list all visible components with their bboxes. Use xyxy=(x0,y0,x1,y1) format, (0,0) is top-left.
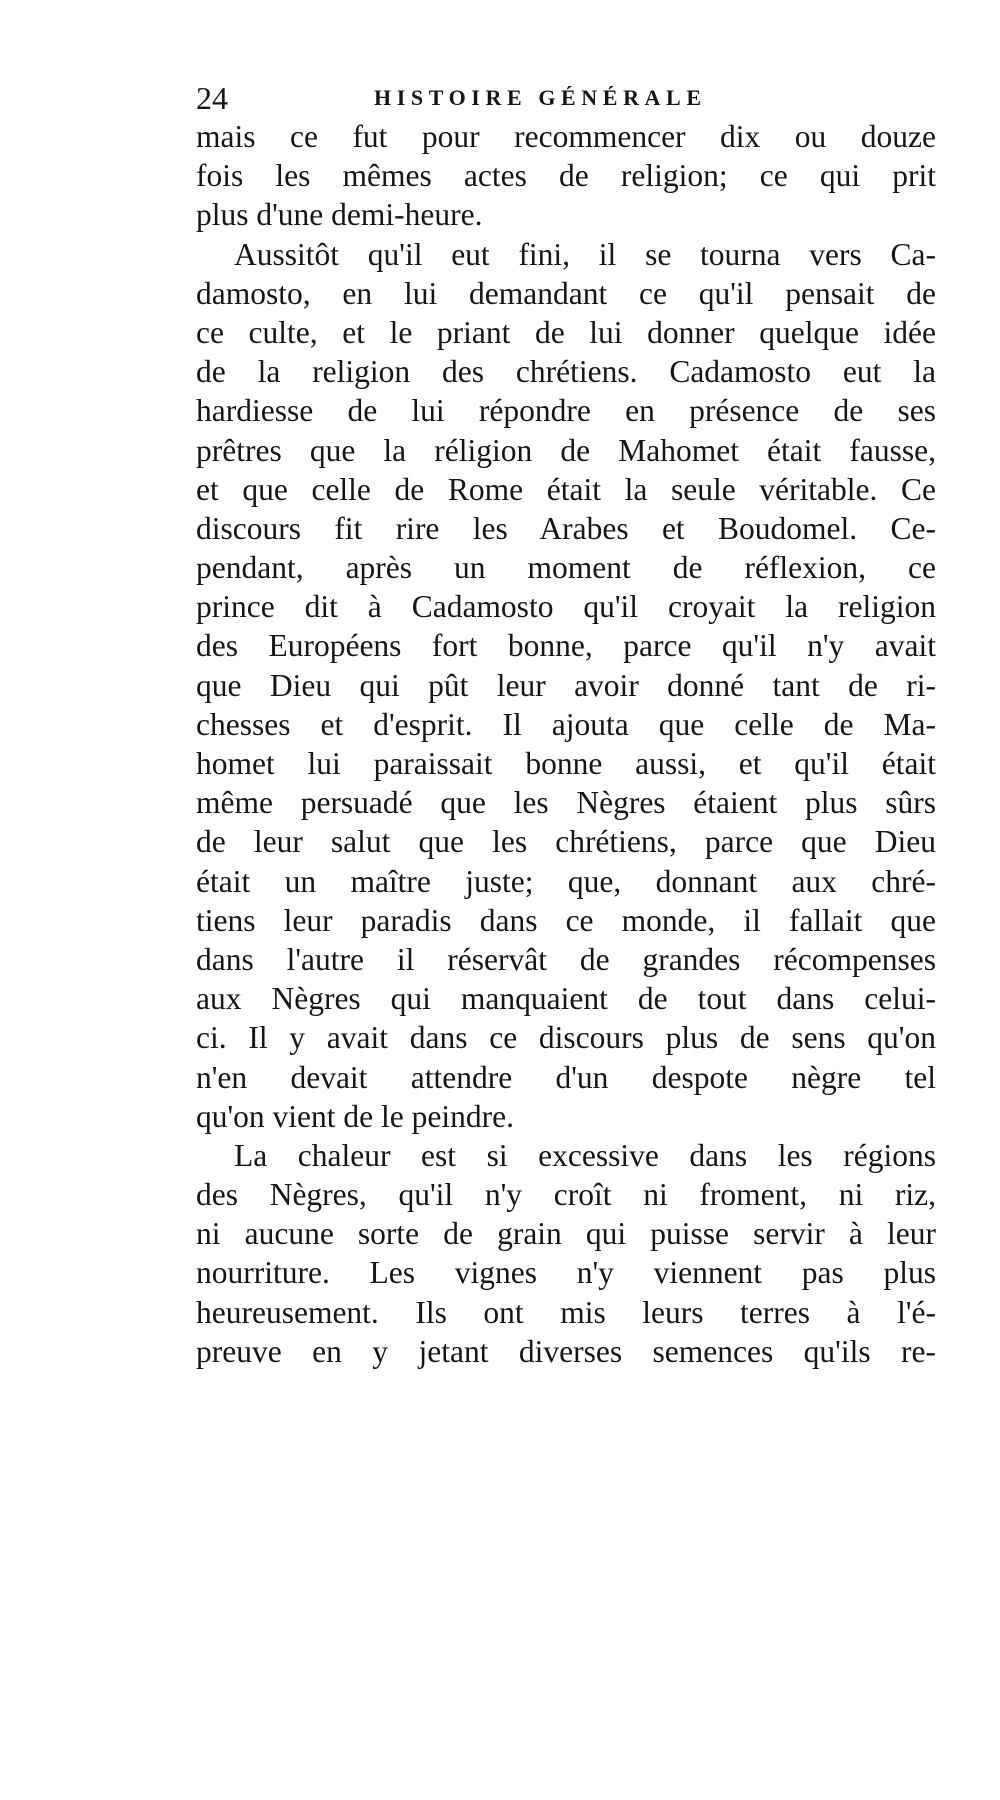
body-text xyxy=(196,117,936,1371)
text-line: qu'on vient de le peindre. xyxy=(196,1098,514,1134)
text-line: des Nègres, qu'il n'y croît ni froment, ni riz, xyxy=(196,1177,936,1213)
text-line: preuve en y jetant diverses semences qu'ils re- xyxy=(196,1333,936,1369)
text-line: que Dieu qui pût leur avoir donné tant de ri- xyxy=(196,667,936,703)
text-line: pendant, après un moment de réflexion, ce xyxy=(196,550,936,586)
text-line: était un maître juste; que, donnant aux chré- xyxy=(196,863,936,899)
running-head xyxy=(196,78,916,118)
text-line: prêtres que la réligion de Mahomet était fausse, xyxy=(196,432,936,468)
text-line: et que celle de Rome était la seule véritable. Ce xyxy=(196,471,936,507)
text-line: ni aucune sorte de grain qui puisse servir à leur xyxy=(196,1216,936,1252)
text-line: hardiesse de lui répondre en présence de ses xyxy=(196,393,936,429)
text-line: de leur salut que les chrétiens, parce que Dieu xyxy=(196,824,936,860)
text-line: homet lui paraissait bonne aussi, et qu'il était xyxy=(196,746,936,781)
text-line: ci. Il y avait dans ce discours plus de sens qu'on xyxy=(196,1020,936,1056)
text-line: ce culte, et le priant de lui donner quelque idée xyxy=(196,314,936,350)
text-line: plus d'une demi-heure. xyxy=(196,197,483,233)
text-line: damosto, en lui demandant ce qu'il pensait de xyxy=(196,275,936,311)
text-line: aux Nègres qui manquaient de tout dans celui- xyxy=(196,981,936,1017)
text-line: même persuadé que les Nègres étaient plus sûrs xyxy=(196,785,936,821)
text-line: discours fit rire les Arabes et Boudomel. Ce- xyxy=(196,510,936,546)
text-line: fois les mêmes actes de religion; ce qui prit xyxy=(196,158,936,194)
text-line: prince dit à Cadamosto qu'il croyait la religion xyxy=(196,589,936,625)
text-line: des Européens fort bonne, parce qu'il n'y avait xyxy=(196,628,936,664)
text-line: heureusement. Ils ont mis leurs terres à l'é- xyxy=(196,1294,936,1330)
running-title: HISTOIRE GÉNÉRALE xyxy=(374,85,707,110)
text-line: chesses et d'esprit. Il ajouta que celle de Ma- xyxy=(196,706,936,742)
text-line: mais ce fut pour recommencer dix ou douze xyxy=(196,119,936,154)
text-line: de la religion des chrétiens. Cadamosto eut la xyxy=(196,354,936,390)
page-number: 24 xyxy=(196,80,228,116)
paragraph-start-line: Aussitôt qu'il eut fini, il se tourna vers Ca- xyxy=(234,236,936,272)
paragraph-start-line: La chaleur est si excessive dans les régions xyxy=(234,1137,936,1173)
text-line: n'en devait attendre d'un despote nègre tel xyxy=(196,1059,936,1095)
text-line: tiens leur paradis dans ce monde, il fallait que xyxy=(196,902,936,938)
text-line: dans l'autre il réservât de grandes récompenses xyxy=(196,941,936,977)
text-line: nourriture. Les vignes n'y viennent pas plus xyxy=(196,1255,936,1291)
